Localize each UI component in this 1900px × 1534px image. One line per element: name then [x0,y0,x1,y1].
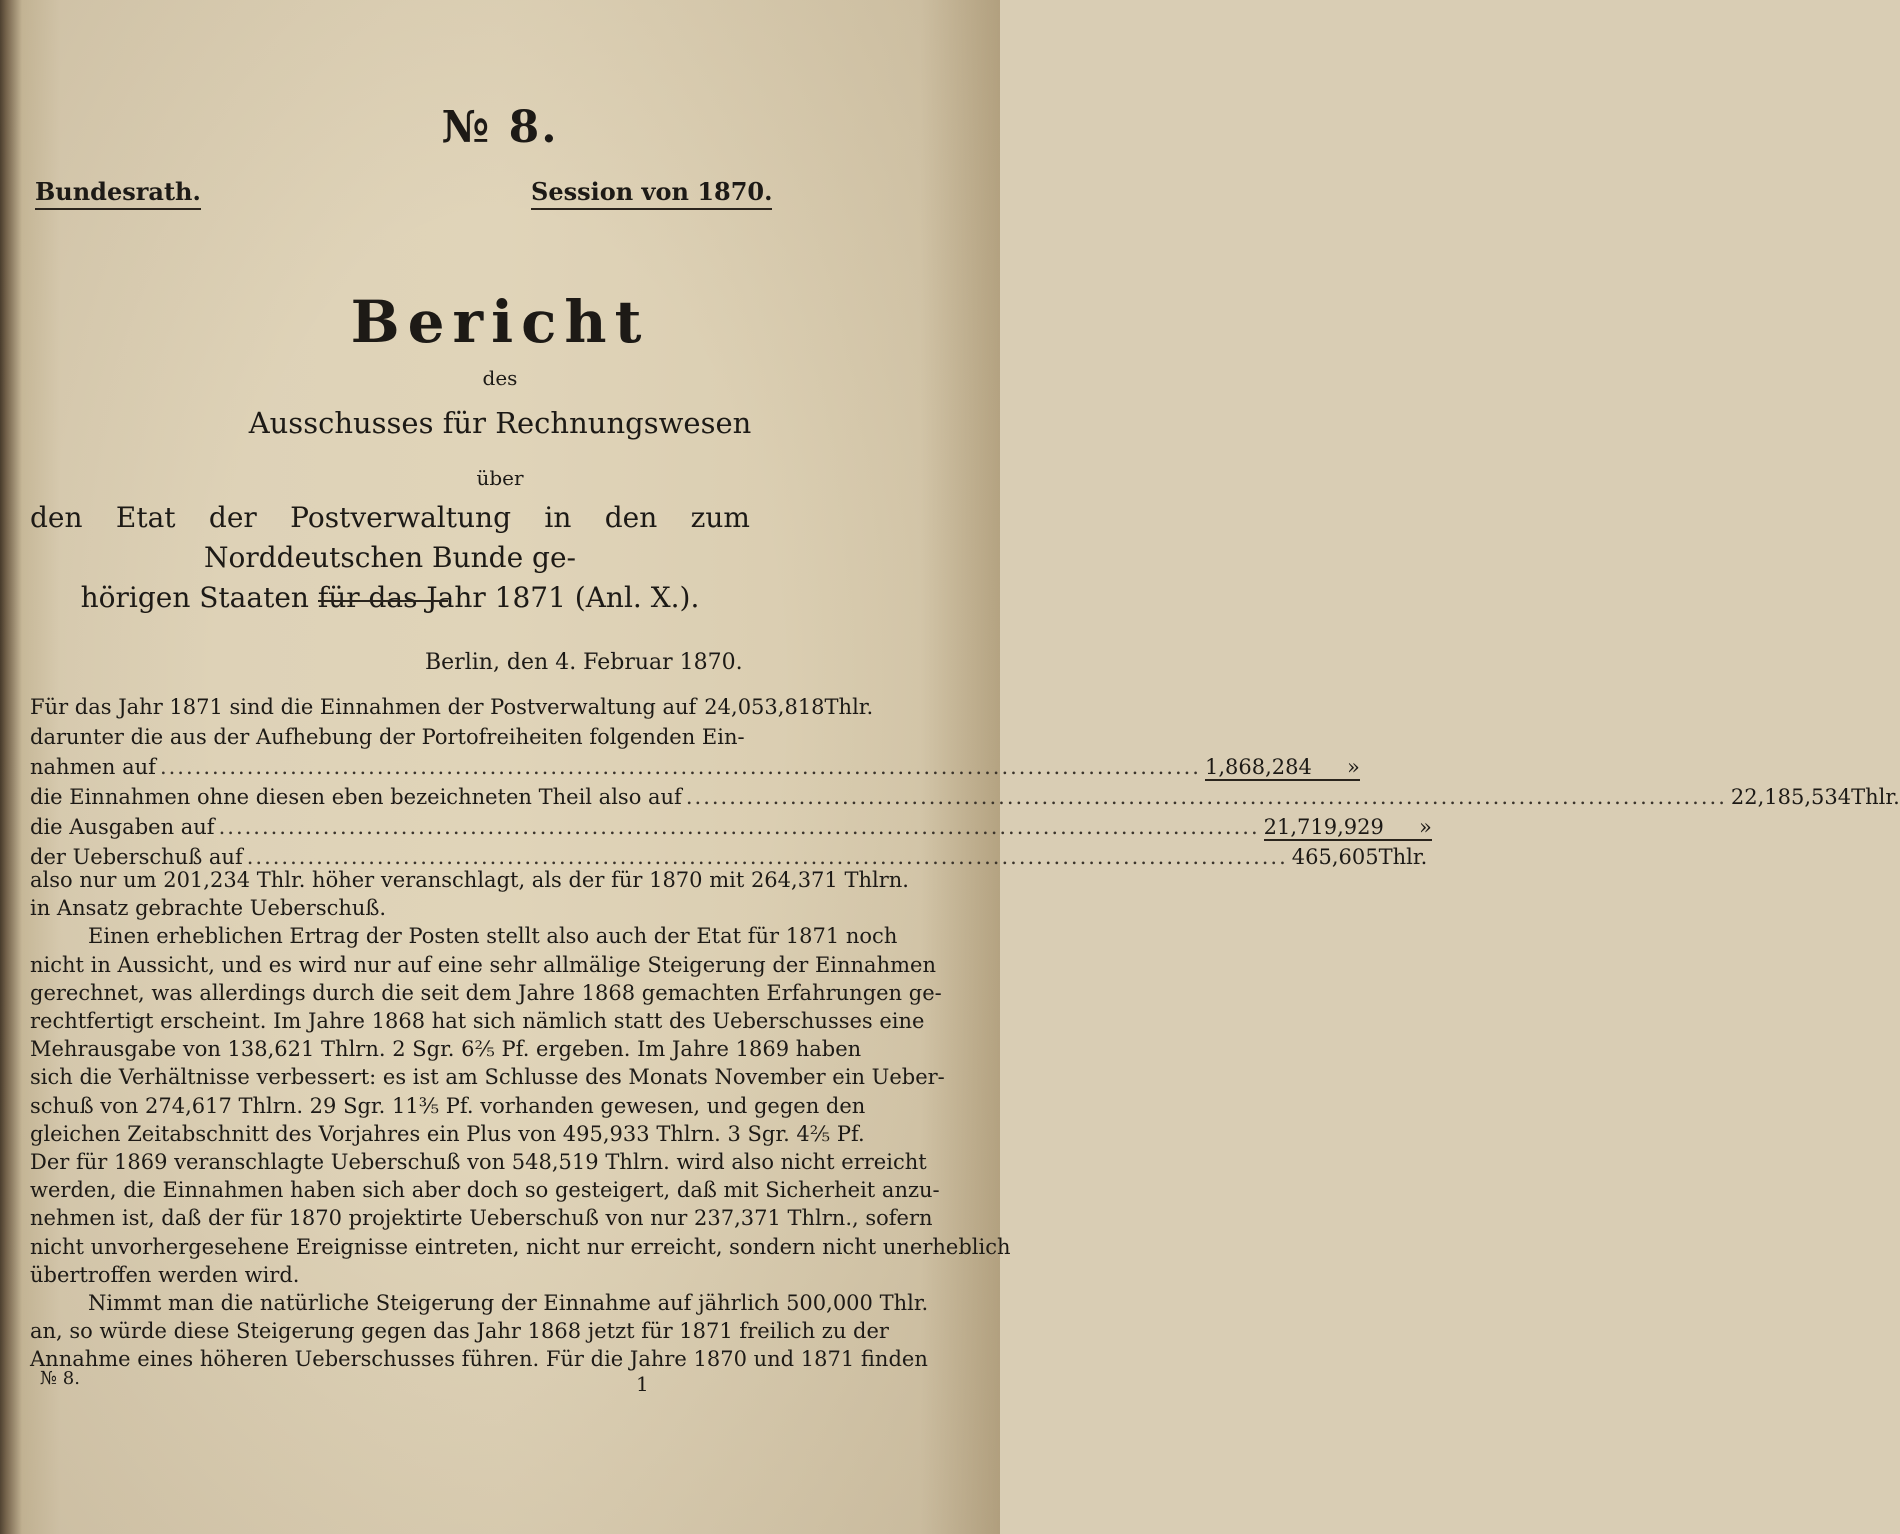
ledger-row [30,815,1432,841]
ledger-row [30,755,1360,781]
text-line: nicht unvorhergesehene Ereignisse eintreten, nicht nur erreicht, sondern nicht unerheblich [30,1234,1011,1259]
ledger-amount: 465,605 [1291,845,1379,869]
text-line: Der für 1869 veranschlagte Ueberschuß von 548,519 Thlrn. wird also nicht erreicht [30,1150,927,1174]
ledger-row [30,785,1900,809]
ledger-unit: » [1347,755,1360,779]
ledger-dot-leader: ........................................................................................................................ [218,815,1260,839]
report-subject-line-2: hörigen Staaten für das Jahr 1871 (Anl. X.). [80,581,700,614]
ledger-row-label: die Einnahmen ohne diesen eben bezeichneten Theil also auf [30,785,682,809]
ledger-amount: 1,868,284 [1204,755,1312,779]
divider-rule [318,600,448,602]
ledger-amount: 21,719,929 [1263,815,1384,839]
text-line: gleichen Zeitabschnitt des Vorjahres ein Plus von 495,933 Thlrn. 3 Sgr. 4⅖ Pf. [30,1121,865,1146]
dateline: Berlin, den 4. Februar 1870. [425,650,743,675]
ledger-row [30,695,874,719]
page-number: 1 [636,1372,649,1396]
ledger-row-label: darunter die aus der Aufhebung der Portofreiheiten folgenden Ein- [30,725,745,749]
ledger-row-label: nahmen auf [30,755,156,779]
ledger-dot-leader: ........................................................................................................................ [246,845,1288,869]
document-number: № 8. [441,102,559,153]
text-line: sich die Verhältnisse verbessert: es ist am Schlusse des Monats November ein Ueber- [30,1065,945,1090]
title-ueber: über [476,466,524,490]
text-line: Nimmt man die natürliche Steigerung der Einnahme auf jährlich 500,000 Thlr. [88,1291,929,1315]
text-line: gerechnet, was allerdings durch die seit dem Jahre 1868 gemachten Erfahrungen ge- [30,980,942,1005]
ledger-dot-leader: ........................................................................................................................ [159,755,1201,779]
ledger-amount: 24,053,818 [704,695,825,719]
ledger-row [30,725,745,749]
header-right: Session von 1870. [531,177,772,210]
ledger-unit: Thlr. [1851,785,1900,809]
text-line: übertroffen werden wird. [30,1262,300,1287]
text-line: schuß von 274,617 Thlrn. 29 Sgr. 11⅗ Pf. vorhanden gewesen, und gegen den [30,1093,866,1118]
ledger-row-label: der Ueberschuß auf [30,845,243,869]
page-title: Bericht [350,288,650,356]
text-line: werden, die Einnahmen haben sich aber doch so gesteigert, daß mit Sicherheit anzu- [30,1178,940,1203]
header-left: Bundesrath. [35,177,201,210]
text-line: rechtfertigt erscheint. Im Jahre 1868 hat sich nämlich statt des Ueberschusses eine [30,1009,925,1033]
ledger-unit: Thlr. [824,695,874,719]
ledger-row [30,845,1428,869]
committee-name: Ausschusses für Rechnungswesen [248,406,752,440]
ledger-unit: Thlr. [1378,845,1428,869]
ledger-row-label: die Ausgaben auf [30,815,215,839]
ledger-dot-leader: ........................................................................................................................ [685,785,1727,809]
title-des: des [482,366,518,390]
text-line: also nur um 201,234 Thlr. höher veranschlagt, als der für 1870 mit 264,371 Thlrn. [30,868,909,892]
ledger-row-label: Für das Jahr 1871 sind die Einnahmen der Postverwaltung auf [30,695,697,719]
text-line: in Ansatz gebrachte Ueberschuß. [30,896,387,921]
report-subject-line-1: den Etat der Postverwaltung in den zum Norddeutschen Bunde ge- [30,501,750,574]
text-line: Mehrausgabe von 138,621 Thlrn. 2 Sgr. 6⅖ Pf. ergeben. Im Jahre 1869 haben [30,1037,862,1062]
text-line: nicht in Aussicht, und es wird nur auf eine sehr allmälige Steigerung der Einnahmen [30,952,936,977]
text-line: an, so würde diese Steigerung gegen das Jahr 1868 jetzt für 1871 freilich zu der [30,1319,889,1344]
text-line: Einen erheblichen Ertrag der Posten stellt also auch der Etat für 1871 noch [88,924,898,949]
ledger-unit: » [1419,815,1432,839]
ledger-amount: 22,185,534 [1730,785,1852,809]
text-line: Annahme eines höheren Ueberschusses führen. Für die Jahre 1870 und 1871 finden [30,1347,928,1372]
footer-number: № 8. [40,1368,80,1389]
text-line: nehmen ist, daß der für 1870 projektirte Ueberschuß von nur 237,371 Thlrn., sofern [30,1206,933,1231]
